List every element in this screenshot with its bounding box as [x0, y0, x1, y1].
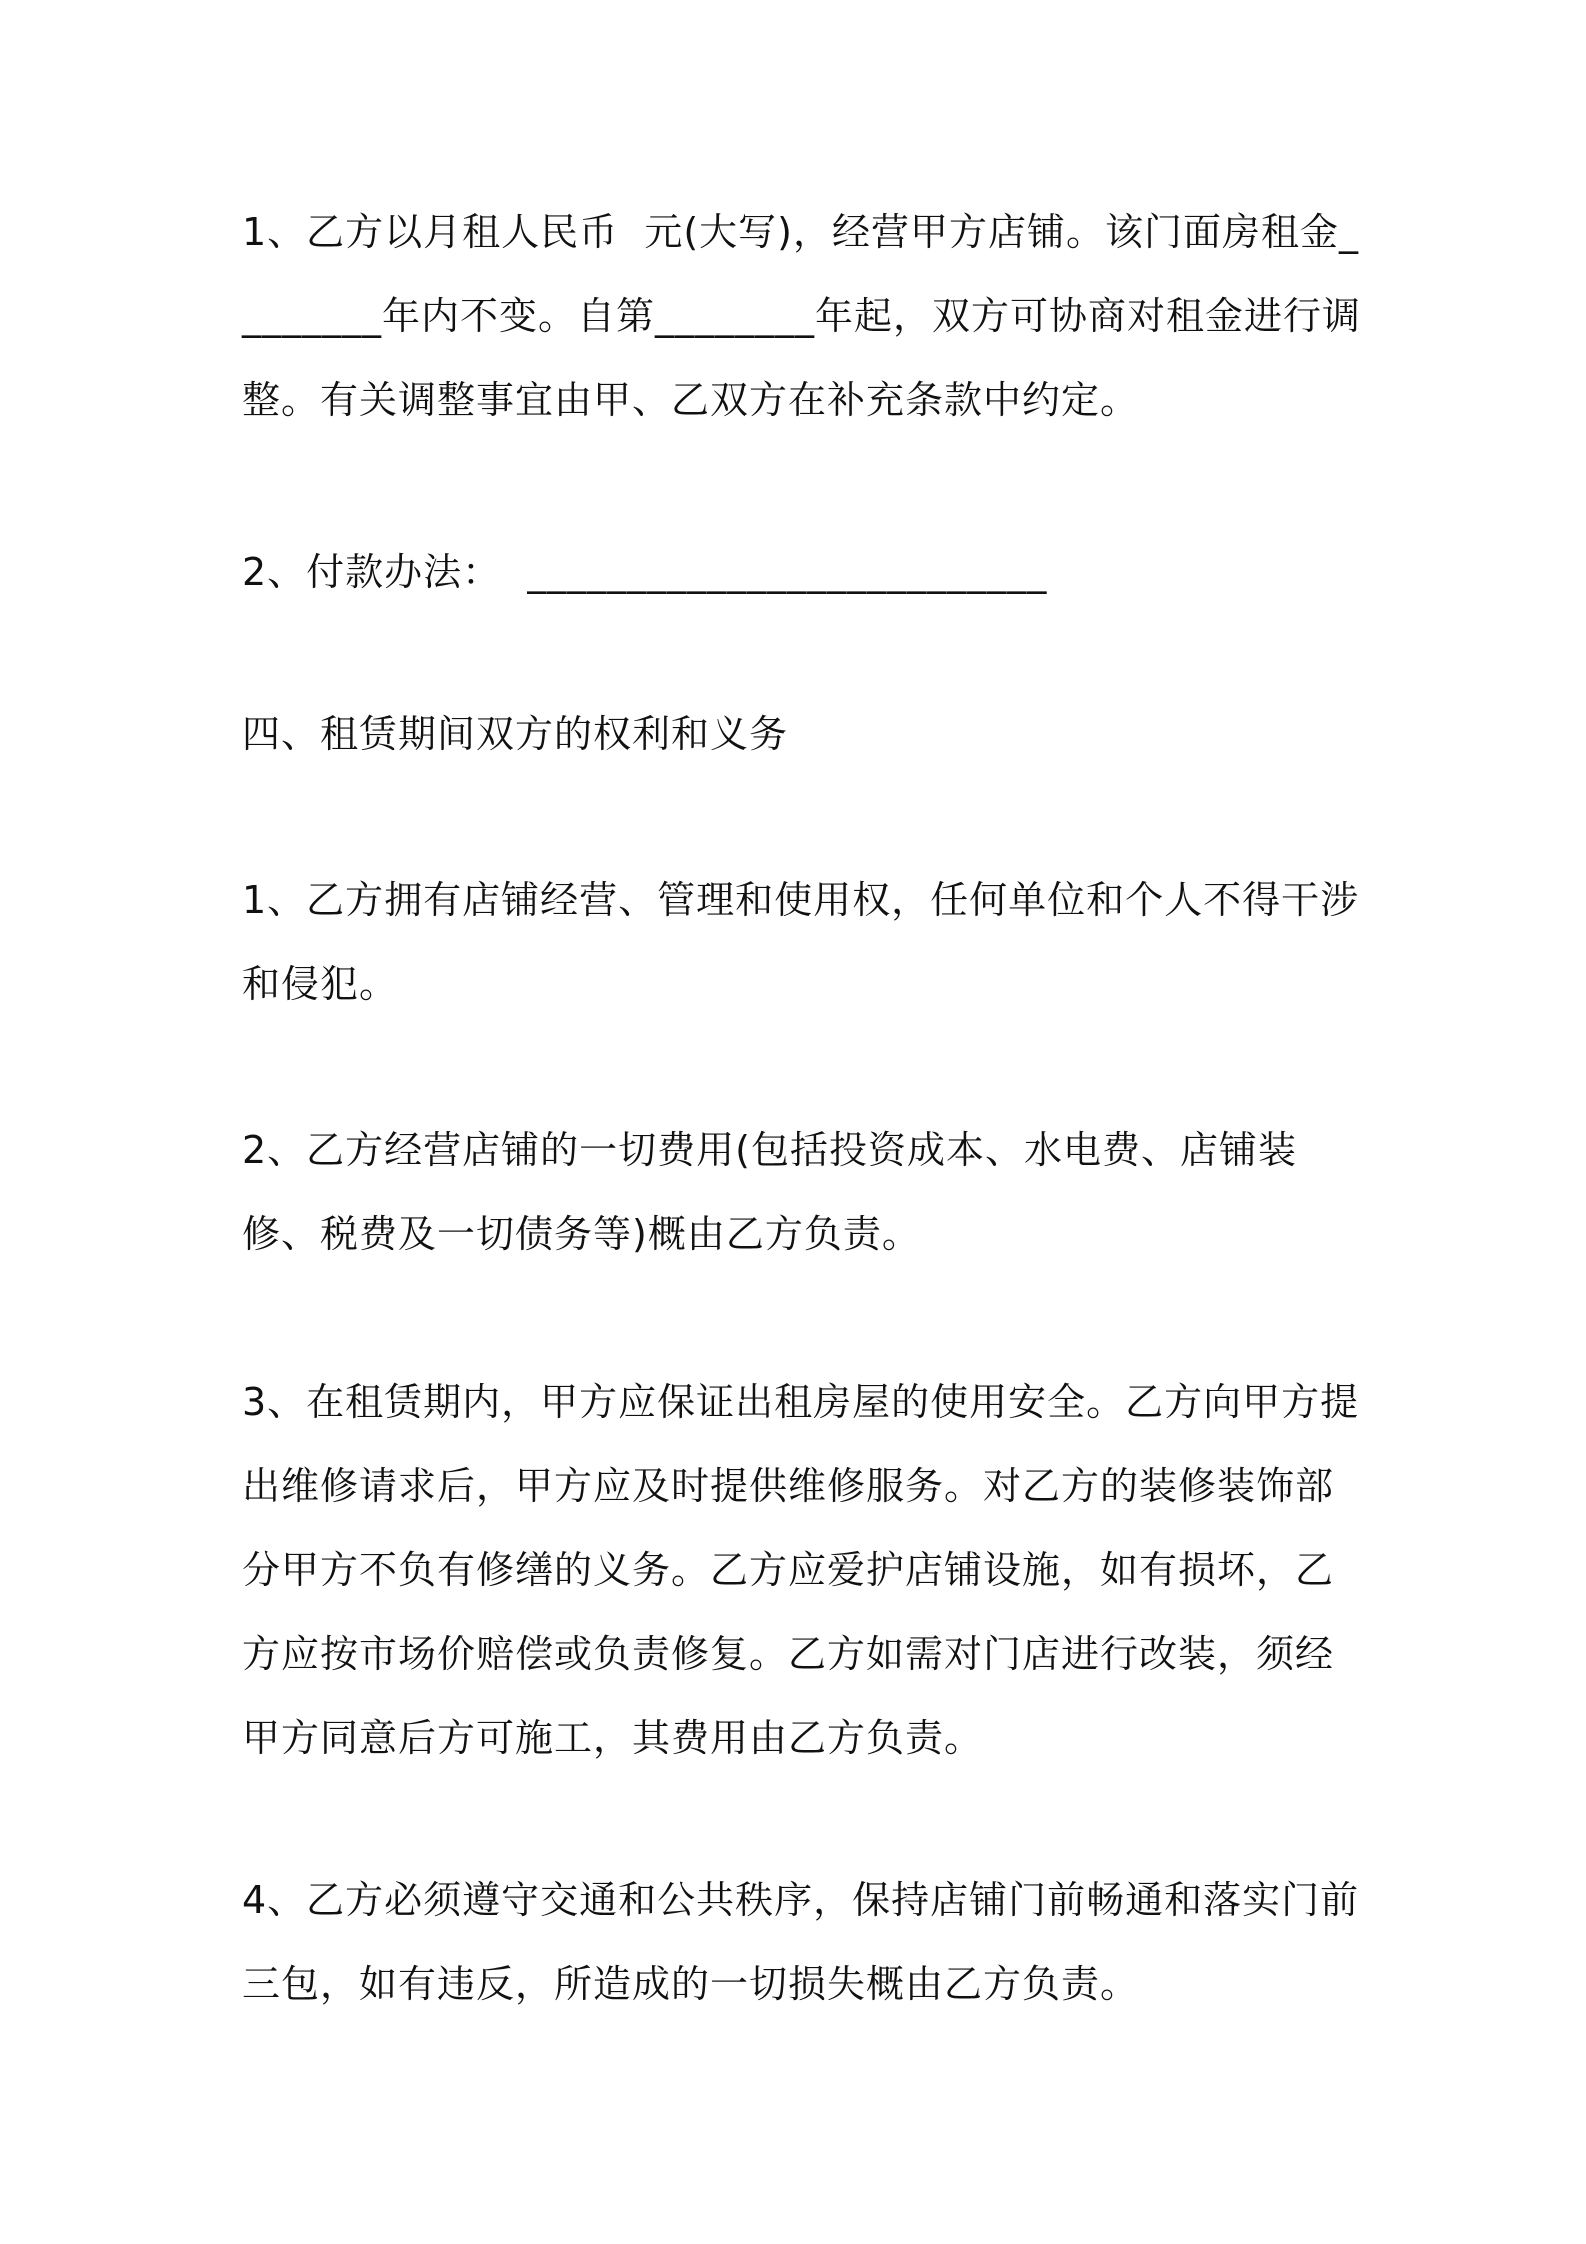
maintenance-paragraph: 3、在租赁期内，甲方应保证出租房屋的使用安全。乙方向甲方提出维修请求后，甲方应及时提供维修服务。对乙方的装修装饰部分甲方不负有修缮的义务。乙方应爱护店铺设施，如有损坏，乙方应按市场价赔偿或负责修复。乙方如需对门店进行改装，须经甲方同意后方可施工，其费用由乙方负责。 [242, 1380, 1360, 1760]
expenses-paragraph: 2、乙方经营店铺的一切费用(包括投资成本、水电费、店铺装修、税费及一切债务等)概由乙方负责。 [242, 1128, 1298, 1256]
rent-clause-paragraph: 1、乙方以月租人民币 元(大写)，经营甲方店铺。该门面房租金________年内不变。自第________年起，双方可协商对租金进行调整。有关调整事宜由甲、乙双方在补充条款中约定。 [242, 210, 1362, 422]
payment-method-paragraph: 2、付款办法： __________________________ [242, 550, 1048, 594]
public-order-paragraph: 4、乙方必须遵守交通和公共秩序，保持店铺门前畅通和落实门前三包，如有违反，所造成的一切损失概由乙方负责。 [242, 1878, 1360, 2006]
operation-rights-paragraph: 1、乙方拥有店铺经营、管理和使用权，任何单位和个人不得干涉和侵犯。 [242, 878, 1360, 1006]
section-heading-rights-obligations: 四、租赁期间双方的权利和义务 [242, 712, 789, 756]
